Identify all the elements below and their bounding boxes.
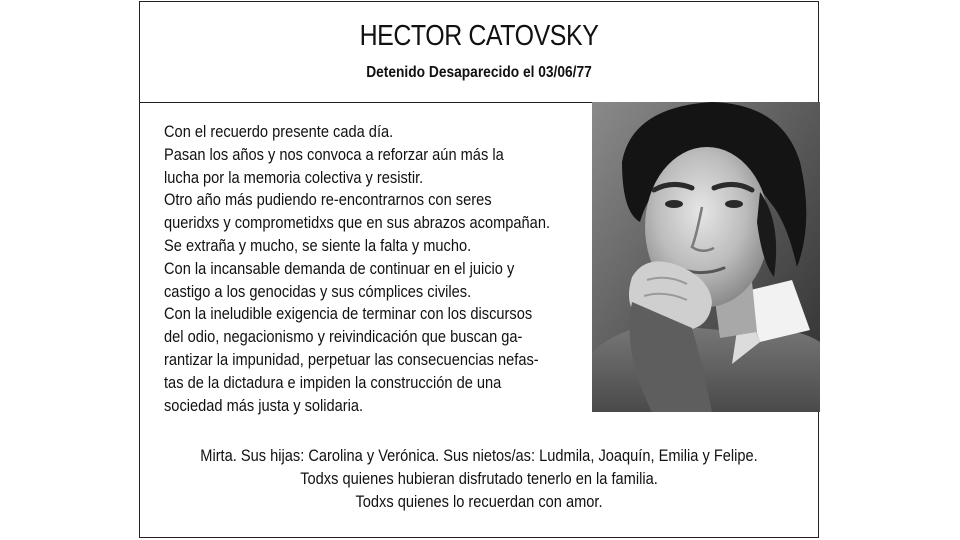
memorial-text — [164, 121, 584, 417]
text-line: Se extraña y mucho, se siente la falta y mucho. — [164, 235, 472, 255]
footer-line: Mirta. Sus hijas: Carolina y Verónica. Sus nietos/as: Ludmila, Joaquín, Emilia y Felipe. — [200, 446, 758, 465]
text-line: Con la ineludible exigencia de terminar con los discursos — [164, 304, 533, 324]
text-line: Pasan los años y nos convoca a reforzar aún más la — [164, 144, 504, 164]
text-line: Otro año más pudiendo re-encontrarnos con seres — [164, 190, 492, 210]
person-name: HECTOR CATOVSKY — [359, 20, 599, 52]
notice-header — [140, 2, 818, 103]
family-signature — [140, 444, 818, 513]
portrait-photo — [592, 102, 820, 412]
disappearance-subtitle: Detenido Desaparecido el 03/06/77 — [366, 64, 592, 81]
text-line: lucha por la memoria colectiva y resistir. — [164, 167, 424, 187]
text-line: del odio, negacionismo y reivindicación que buscan ga- — [164, 327, 523, 347]
footer-line: Todxs quienes hubieran disfrutado tenerlo en la familia. — [300, 469, 658, 488]
text-line: Con el recuerdo presente cada día. — [164, 122, 394, 141]
footer-line: Todxs quienes lo recuerdan con amor. — [355, 492, 603, 511]
text-line: tas de la dictadura e impiden la construcción de una — [164, 372, 502, 392]
text-line: rantizar la impunidad, perpetuar las consecuencias nefas- — [164, 349, 539, 369]
text-line: castigo a los genocidas y sus cómplices civiles. — [164, 281, 472, 301]
text-line: Con la incansable demanda de continuar en el juicio y — [164, 258, 515, 278]
memorial-notice — [139, 1, 819, 538]
text-line: sociedad más justa y solidaria. — [164, 395, 364, 415]
text-line: queridxs y comprometidxs que en sus abrazos acompañan. — [164, 213, 551, 233]
